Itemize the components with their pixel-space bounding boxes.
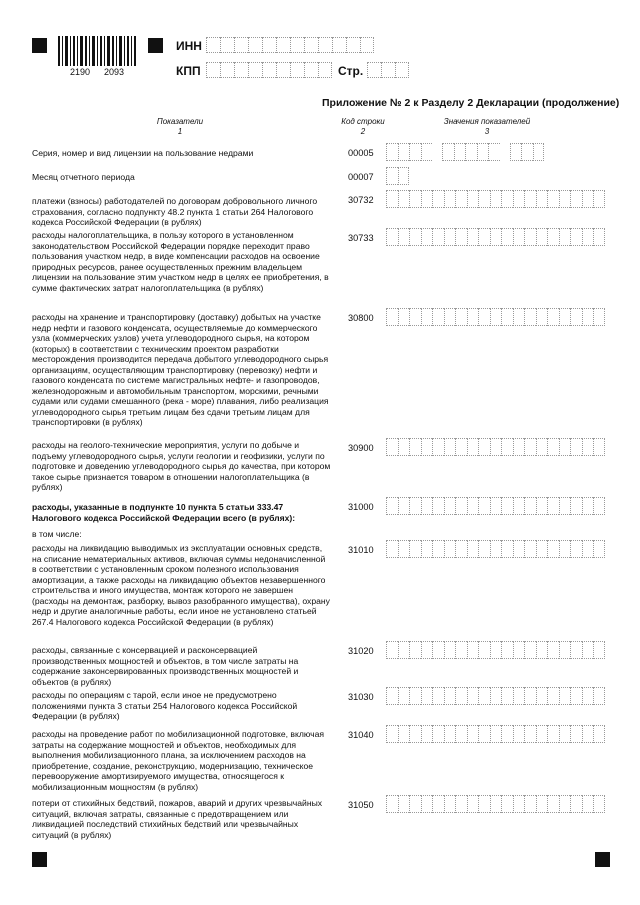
month-input[interactable] [386,167,409,185]
value-input-30900[interactable] [386,438,605,456]
row-code-30732: 30732 [348,195,374,205]
barcode-number-left: 2190 [70,67,91,77]
value-input-31000[interactable] [386,497,605,515]
column-header-values [432,117,542,137]
value-input-30733[interactable] [386,228,605,246]
row-code-31020: 31020 [348,646,374,656]
row-code-00007: 00007 [348,172,374,182]
corner-marker-top-mid [148,38,163,53]
value-input-31030[interactable] [386,687,605,705]
row-code-30900: 30900 [348,443,374,453]
page-title: Приложение № 2 к Разделу 2 Декларации (продолжение) [322,97,620,109]
value-input-31050[interactable] [386,795,605,813]
kpp-field[interactable] [206,62,332,78]
row-text-00007: Месяц отчетного периода [32,172,135,182]
column-header-indicators [120,117,240,137]
row-text-30800: расходы на хранение и транспортировку (доставку) добытых на участке недр нефти и газового конденсата, осуществляемые до коммерческого узла (коммерческих узлов) учета углеводородного сырья, на котором (которых) в соответствии с техническим проектом разработки месторождения производится передача добытого углеводородного сырья организациям, осуществляющим транспортировку (перевозку) нефти и газового конденсата по системе магистральных нефте- и газопроводов, железнодорожным и автомобильным транспортом, морскими, речными судами или судами смешанного (река - море) плавания, либо реализация углеводородного сырья третьим лицам без сдачи третьим лицам для транспортировки (в рублях) [32,312,329,427]
row-code-30733: 30733 [348,233,374,243]
column-header-indicators-label: Показатели [156,117,204,126]
column-header-indicators-num: 1 [177,127,183,136]
corner-marker-bottom-left [32,852,47,867]
row-code-30800: 30800 [348,313,374,323]
row-text-30733: расходы налогоплательщика, в пользу которого в установленном законодательством Российской Федерации порядке переходит право пользования участком недр, в виде компенсации расходов на освоение природных ресурсов, ранее осуществленных прежним владельцем лицензии на пользование этим участком недр в целях ее приобретения, в сумме фактических затрат налогоплательщика (в рублях) [32,230,329,293]
license-input[interactable] [386,143,544,161]
value-input-31040[interactable] [386,725,605,743]
column-header-values-num: 3 [484,127,490,136]
row-code-31030: 31030 [348,692,374,702]
row-code-31040: 31040 [348,730,374,740]
row-text-31050: потери от стихийных бедствий, пожаров, аварий и других чрезвычайных ситуаций, включая затраты, связанные с предотвращением или ликвидацией последствий стихийных бедствий или чрезвычайных ситуаций (в рублях) [32,798,323,840]
row-code-31000: 31000 [348,502,374,512]
row-text-31020: расходы, связанные с консервацией и расконсервацией производственных мощностей и объектов, в том числе затраты на содержание законсервированных производственных мощностей и объектов (в рублях) [32,645,299,687]
barcode [58,36,136,66]
value-input-31010[interactable] [386,540,605,558]
inn-label: ИНН [176,39,202,53]
kpp-label: КПП [176,64,201,78]
value-input-31020[interactable] [386,641,605,659]
column-header-code-label: Код строки [341,117,385,126]
column-header-values-label: Значения показателей [443,117,531,126]
column-header-code [330,117,396,137]
row-text-31000: расходы, указанные в подпункте 10 пункта 5 статьи 333.47 Налогового кодекса Российской Федерации всего (в рублях): [32,502,296,523]
row-text-31040: расходы на проведение работ по мобилизационной подготовке, включая затраты на содержание мощностей и объектов, необходимых для выполнения мобилизационного плана, за исключением расходов на приобретение, создание, реконструкцию, модернизацию, техническое перевооружение амортизируемого имущества, относящегося к мобилизационным мощностям (в рублях) [32,729,325,792]
column-header-code-num: 2 [360,127,366,136]
row-text-31030: расходы по операциям с тарой, если иное не предусмотрено положениями пункта 3 статьи 254 Налогового кодекса Российской Федерации (в рублях) [32,690,298,721]
inn-field[interactable] [206,37,374,53]
row-code-00005: 00005 [348,148,374,158]
row-text-30732: платежи (взносы) работодателей по договорам добровольного личного страхования, согласно подпункту 48.2 пункта 1 статьи 264 Налогового кодекса Российской Федерации (в рублях) [32,196,318,227]
value-input-30732[interactable] [386,190,605,208]
page-label: Стр. [338,64,364,78]
page-field[interactable] [367,62,409,78]
row-code-31010: 31010 [348,545,374,555]
row-text-30900: расходы на геолого-технические мероприятия, услуги по добыче и подъему углеводородного сырья, услуги геологии и геофизики, услуги по подготовке и доведению углеводородного сырья до качества, при котором такое сырье признается товаром в отношении налогоплательщика (в рублях) [32,440,331,492]
corner-marker-bottom-right [595,852,610,867]
value-input-30800[interactable] [386,308,605,326]
barcode-number-right: 2093 [104,67,125,77]
row-code-31050: 31050 [348,800,374,810]
row-text-including: в том числе: [32,529,82,539]
corner-marker-top-left [32,38,47,53]
row-text-00005: Серия, номер и вид лицензии на пользование недрами [32,148,254,158]
row-text-31010: расходы на ликвидацию выводимых из эксплуатации основных средств, на списание нематериальных активов, включая суммы недоначисленной в соответствии с установленным сроком полезного использования амортизации, а также расходы на ликвидацию объектов незавершенного строительства и иного имущества, монтаж которого не завершен (расходы на демонтаж, разборку, вывоз разобранного имущества), охрану недр и другие аналогичные работы, если иное не установлено статьей 267.4 Налогового кодекса Российской Федерации (в рублях) [32,543,330,627]
